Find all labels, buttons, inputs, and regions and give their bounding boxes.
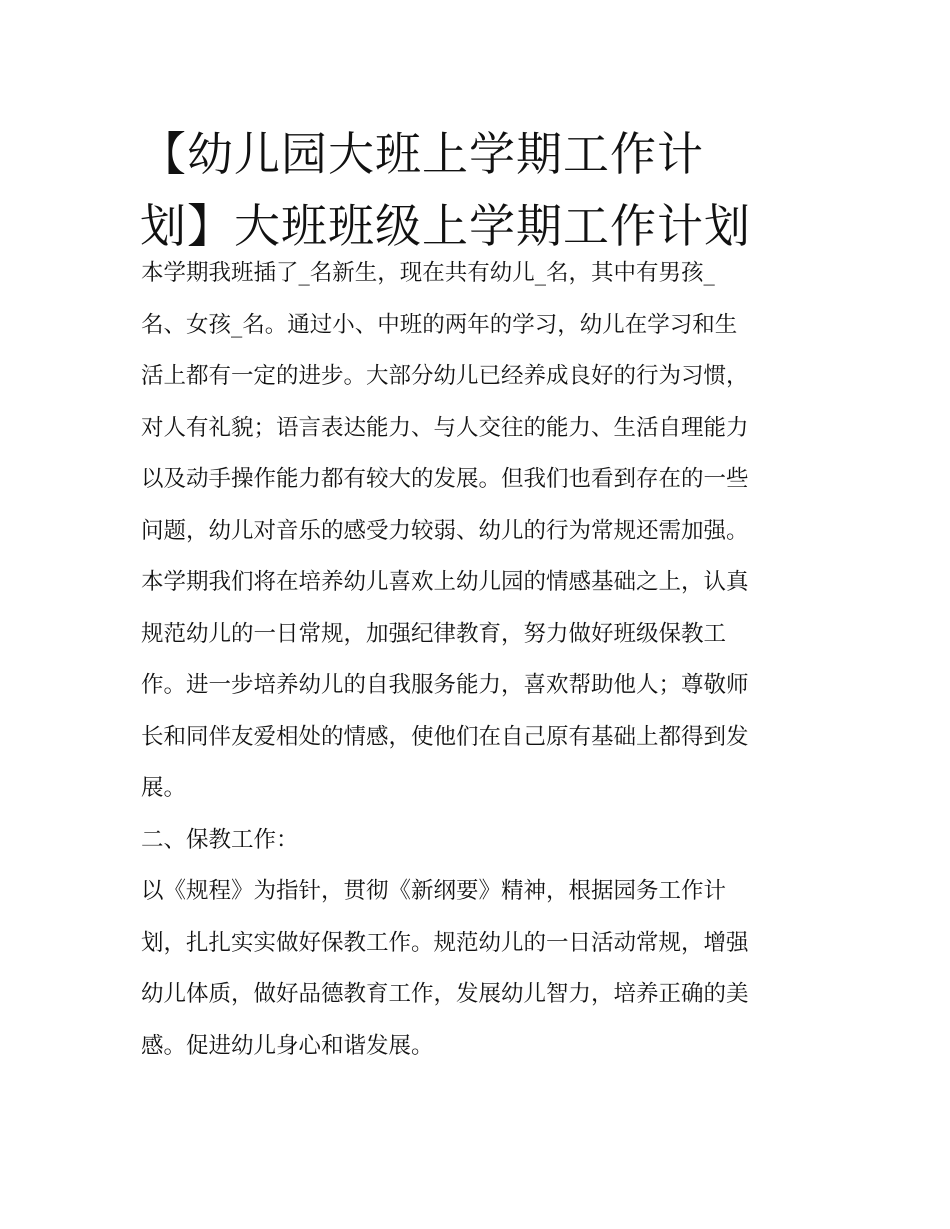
body-line: 幼儿体质，做好品德教育工作，发展幼儿智力，培养正确的美 xyxy=(141,981,749,1007)
body-line: 问题，幼儿对音乐的感受力较弱、幼儿的行为常规还需加强。 xyxy=(141,517,749,544)
body-line: 活上都有一定的进步。大部分幼儿已经养成良好的行为习惯， xyxy=(141,363,749,389)
title-line: 【幼儿园大班上学期工作计 xyxy=(140,127,704,181)
body-line: 本学期我们将在培养幼儿喜欢上幼儿园的情感基础之上，认真 xyxy=(141,569,749,595)
document-title xyxy=(140,118,820,262)
document-body xyxy=(141,248,831,1072)
body-line: 本学期我班插了_名新生，现在共有幼儿_名，其中有男孩_ xyxy=(141,260,715,286)
body-line: 长和同伴友爱相处的情感，使他们在自己原有基础上都得到发 xyxy=(141,723,749,750)
body-line: 名、女孩_名。通过小、中班的两年的学习，幼儿在学习和生 xyxy=(141,311,738,338)
body-line: 作。进一步培养幼儿的自我服务能力，喜欢帮助他人；尊敬师 xyxy=(141,672,749,698)
body-line: 展。 xyxy=(141,775,187,801)
section-heading: 二、保教工作： xyxy=(141,826,299,853)
title-line: 划】大班班级上学期工作计划 xyxy=(140,199,751,253)
body-line: 以及动手操作能力都有较大的发展。但我们也看到存在的一些 xyxy=(141,466,749,492)
body-line: 感。促进幼儿身心和谐发展。 xyxy=(141,1032,434,1059)
body-line: 以《规程》为指针，贯彻《新纲要》精神，根据园务工作计 xyxy=(141,878,727,904)
body-line: 规范幼儿的一日常规，加强纪律教育，努力做好班级保教工 xyxy=(141,620,727,647)
body-line: 对人有礼貌；语言表达能力、与人交往的能力、生活自理能力 xyxy=(141,414,749,441)
body-line: 划，扎扎实实做好保教工作。规范幼儿的一日活动常规，增强 xyxy=(141,929,749,956)
